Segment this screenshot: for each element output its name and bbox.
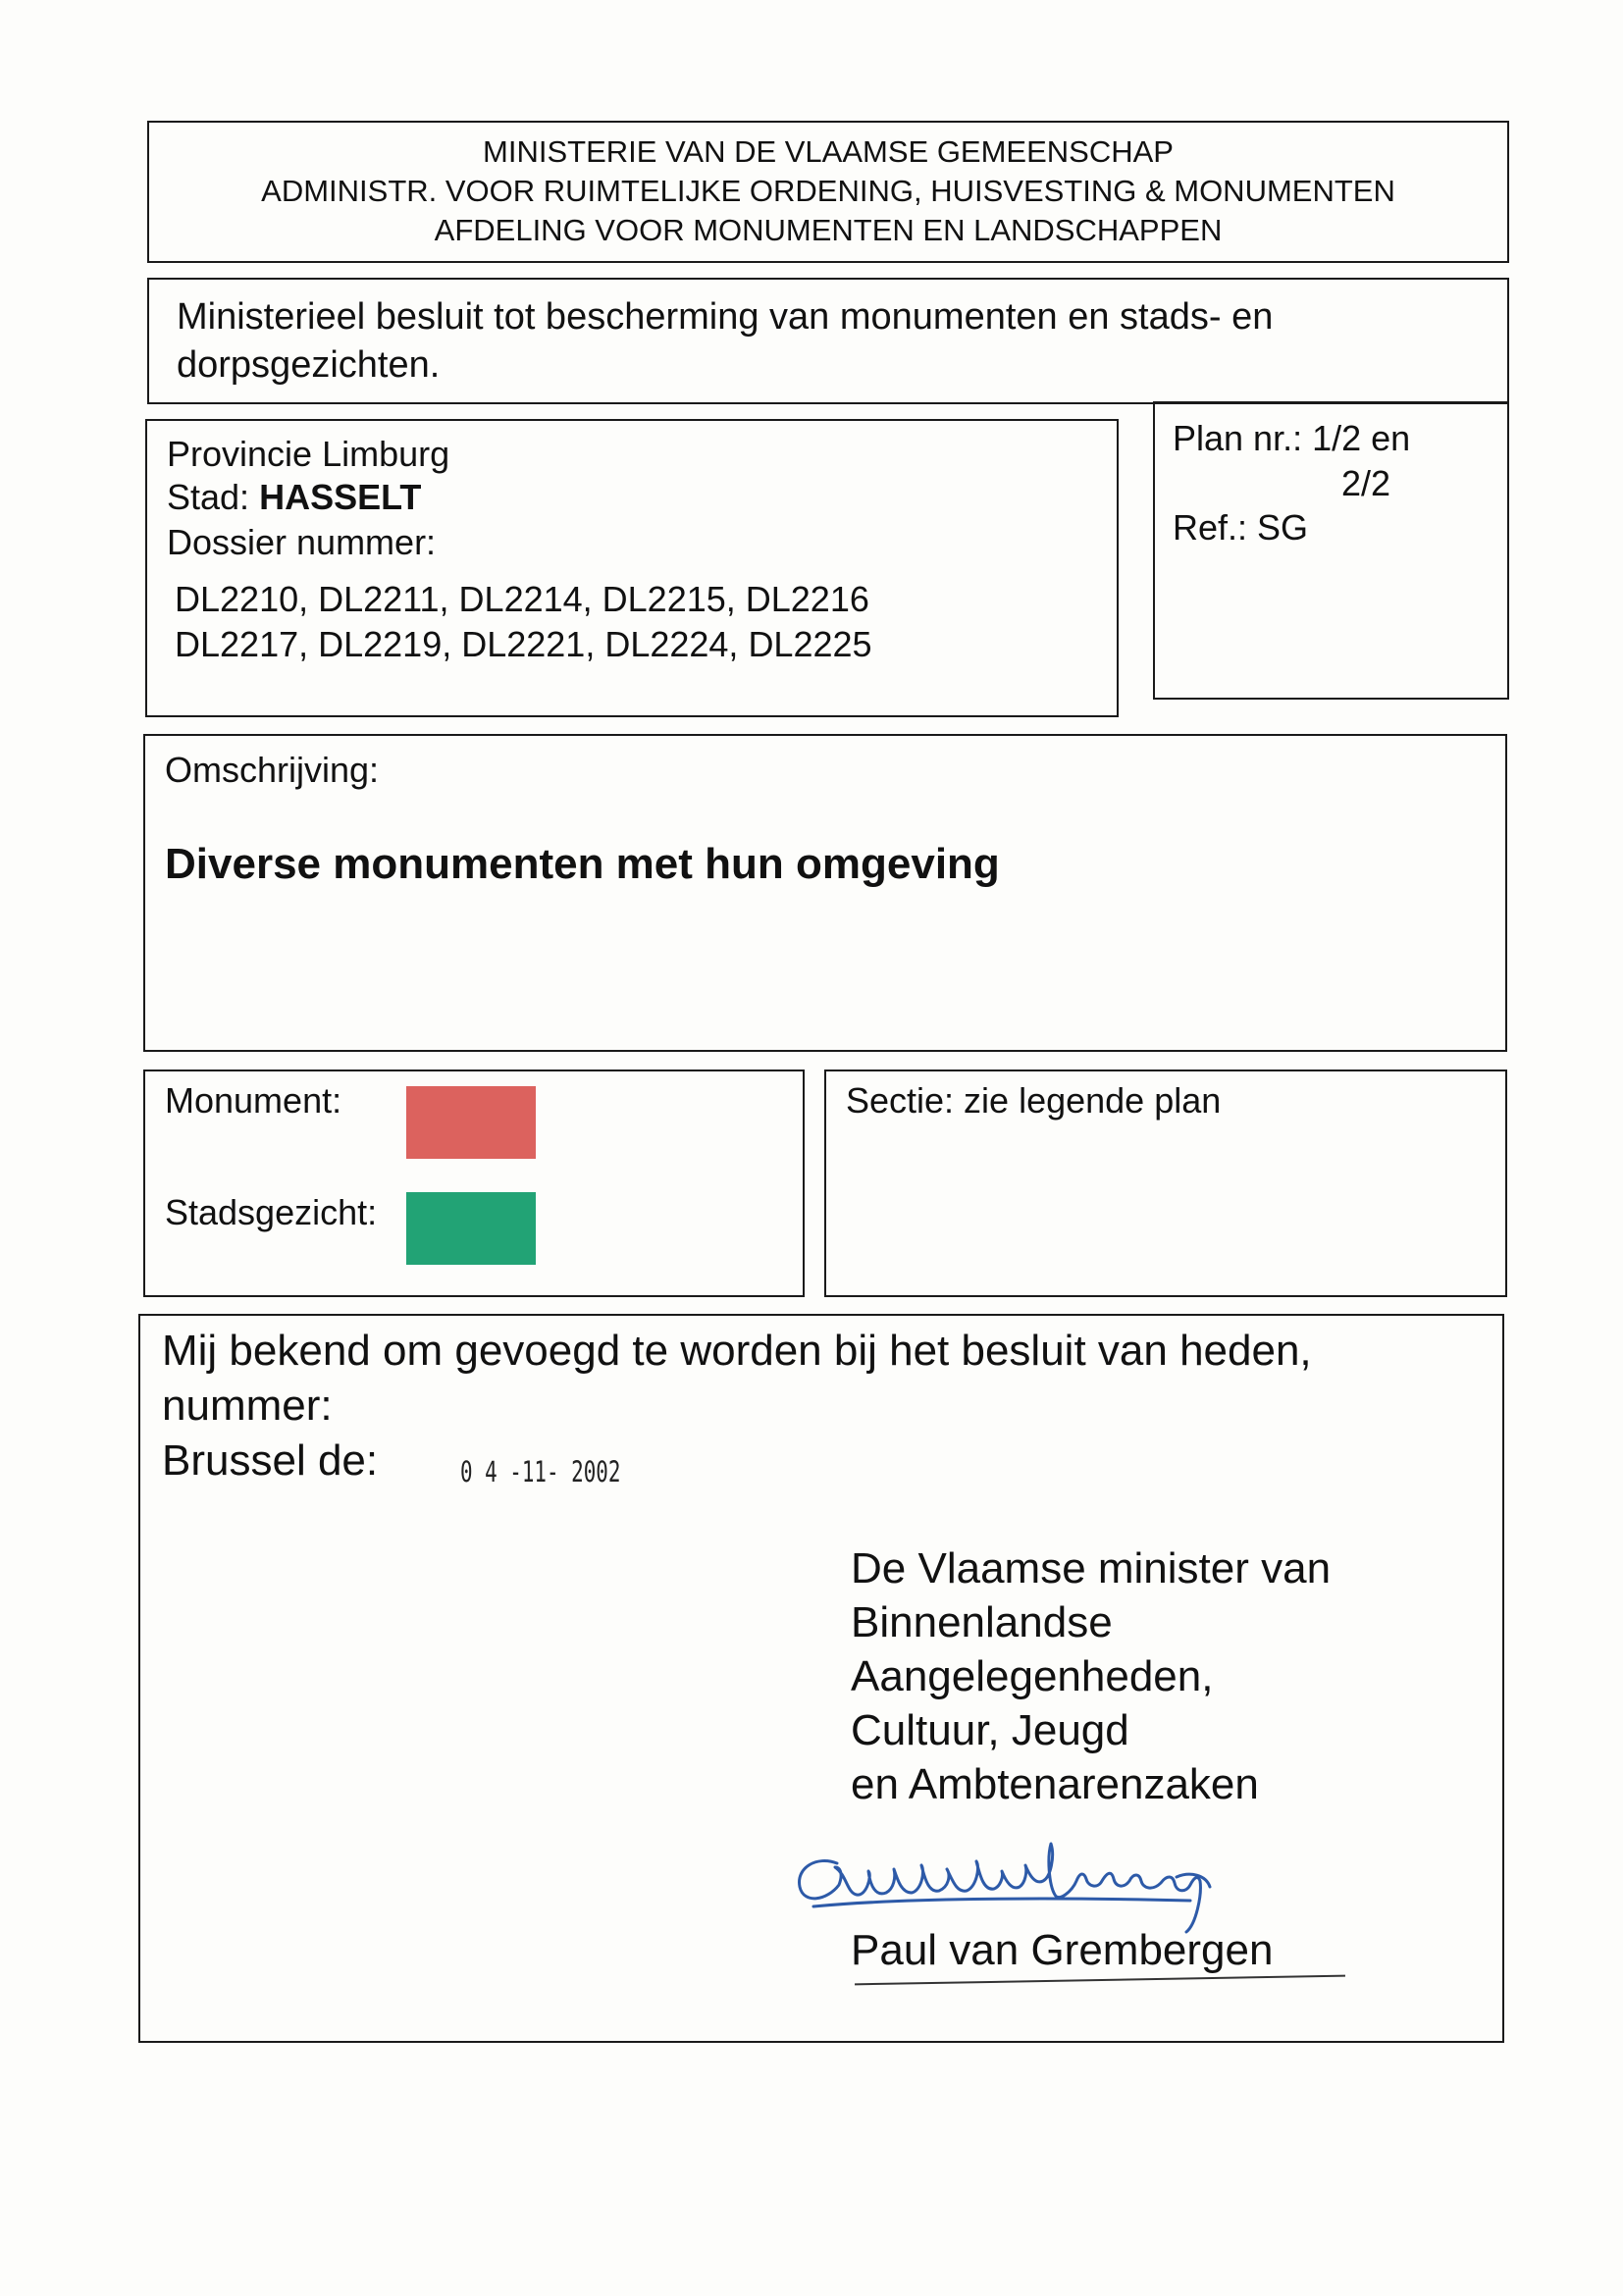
- date-stamp: 0 4 -11- 2002: [460, 1455, 621, 1488]
- plan-number: Plan nr.: 1/2 en: [1173, 418, 1411, 458]
- administration-name: ADMINISTR. VOOR RUIMTELIJKE ORDENING, HUISVESTING & MONUMENTEN: [261, 174, 1395, 208]
- minister-title-line: Cultuur, Jeugd: [851, 1706, 1129, 1754]
- department-name: AFDELING VOOR MONUMENTEN EN LANDSCHAPPEN: [434, 213, 1223, 247]
- plan-box: [1153, 401, 1509, 700]
- dossier-numbers-line1: DL2210, DL2211, DL2214, DL2215, DL2216: [175, 579, 869, 619]
- city-label: Stad:: [167, 477, 250, 517]
- legend-box: [143, 1070, 805, 1297]
- approval-number-label: nummer:: [162, 1382, 333, 1430]
- cityscape-color-swatch: [406, 1192, 536, 1265]
- location-box: [145, 419, 1119, 717]
- province: Provincie Limburg: [167, 434, 450, 474]
- minister-title-line: Binnenlandse: [851, 1598, 1113, 1646]
- dossier-numbers-line2: DL2217, DL2219, DL2221, DL2224, DL2225: [175, 624, 872, 664]
- minister-title-line: en Ambtenarenzaken: [851, 1760, 1259, 1808]
- ministry-name: MINISTERIE VAN DE VLAAMSE GEMEENSCHAP: [483, 134, 1174, 169]
- description-box: [143, 734, 1507, 1052]
- description-label: Omschrijving:: [165, 750, 380, 790]
- approval-box: [138, 1314, 1504, 2043]
- monument-color-swatch: [406, 1086, 536, 1159]
- city-line: [167, 476, 421, 519]
- cityscape-label: Stadsgezicht:: [165, 1192, 378, 1232]
- signatory-name: Paul van Grembergen: [851, 1926, 1274, 1974]
- city-value: HASSELT: [259, 477, 422, 517]
- decree-title: Ministerieel besluit tot bescherming van monumenten en stads- en dorpsgezichten.: [177, 296, 1274, 386]
- minister-title-line: Aangelegenheden,: [851, 1652, 1214, 1700]
- place-date-label: Brussel de:: [162, 1436, 379, 1485]
- dossier-label: Dossier nummer:: [167, 522, 437, 562]
- section-box: [824, 1070, 1507, 1297]
- description-text: Diverse monumenten met hun omgeving: [165, 840, 1000, 888]
- monument-label: Monument:: [165, 1080, 342, 1121]
- reference: Ref.: SG: [1173, 507, 1309, 548]
- approval-statement: Mij bekend om gevoegd te worden bij het besluit van heden,: [162, 1327, 1312, 1375]
- decree-title-box: [147, 278, 1509, 404]
- minister-title-line: De Vlaamse minister van: [851, 1544, 1332, 1592]
- minister-title: [851, 1541, 1331, 1811]
- plan-number-cont: 2/2: [1341, 463, 1391, 503]
- ministry-header: [147, 121, 1509, 263]
- section-text: Sectie: zie legende plan: [846, 1080, 1222, 1121]
